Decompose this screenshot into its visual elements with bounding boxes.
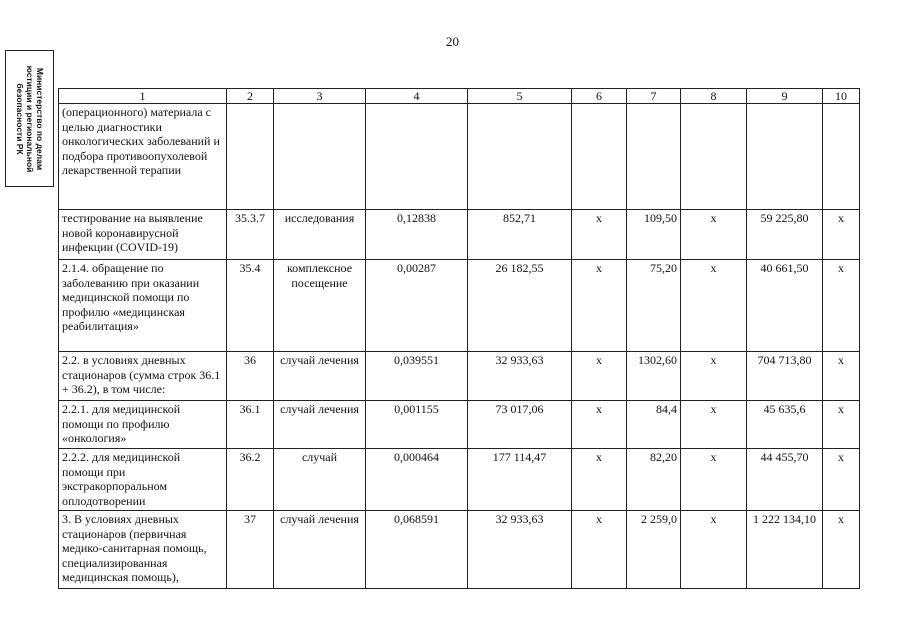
value-cell: х: [681, 260, 747, 352]
value-cell: [823, 104, 860, 210]
value-cell: 40 661,50: [747, 260, 823, 352]
row-code-cell: 36.1: [227, 401, 274, 449]
value-cell: х: [572, 511, 627, 589]
row-code-cell: [227, 104, 274, 210]
header-cell: 5: [468, 89, 572, 104]
header-cell: 10: [823, 89, 860, 104]
unit-cell: случай лечения: [274, 401, 366, 449]
value-cell: 32 933,63: [468, 511, 572, 589]
row-name-cell: 2.2.2. для медицинской помощи при экстракорпоральном оплодотворении: [59, 449, 227, 511]
value-cell: 59 225,80: [747, 210, 823, 260]
value-cell: 44 455,70: [747, 449, 823, 511]
value-cell: 75,20: [627, 260, 681, 352]
table-row: [59, 401, 860, 449]
unit-cell: исследования: [274, 210, 366, 260]
value-cell: х: [572, 210, 627, 260]
header-cell: 4: [366, 89, 468, 104]
value-cell: х: [823, 511, 860, 589]
value-cell: х: [823, 449, 860, 511]
unit-cell: [274, 104, 366, 210]
value-cell: х: [681, 210, 747, 260]
value-cell: 1 222 134,10: [747, 511, 823, 589]
row-code-cell: 35.4: [227, 260, 274, 352]
value-cell: х: [572, 260, 627, 352]
table-row: [59, 352, 860, 401]
row-code-cell: 37: [227, 511, 274, 589]
value-cell: 109,50: [627, 210, 681, 260]
table-row: [59, 104, 860, 210]
value-cell: х: [572, 352, 627, 401]
value-cell: х: [681, 511, 747, 589]
value-cell: 704 713,80: [747, 352, 823, 401]
page-number: 20: [446, 34, 459, 49]
row-name-cell: (операционного) материала с целью диагностики онкологических заболеваний и подбора противоопухолевой лекарственной терапии: [59, 104, 227, 210]
header-cell: 6: [572, 89, 627, 104]
value-cell: х: [681, 449, 747, 511]
stamp-text: Министерство по делам юстиции и региональной безопасности РК: [14, 65, 45, 172]
value-cell: х: [823, 210, 860, 260]
data-table: [58, 88, 860, 589]
header-cell: 2: [227, 89, 274, 104]
value-cell: х: [823, 260, 860, 352]
value-cell: [468, 104, 572, 210]
value-cell: х: [823, 352, 860, 401]
value-cell: 84,4: [627, 401, 681, 449]
value-cell: 0,000464: [366, 449, 468, 511]
value-cell: 0,00287: [366, 260, 468, 352]
row-code-cell: 35.3.7: [227, 210, 274, 260]
value-cell: 0,12838: [366, 210, 468, 260]
table-row: [59, 511, 860, 589]
header-cell: 3: [274, 89, 366, 104]
row-code-cell: 36.2: [227, 449, 274, 511]
table-row: [59, 449, 860, 511]
value-cell: 1302,60: [627, 352, 681, 401]
value-cell: 2 259,0: [627, 511, 681, 589]
value-cell: 32 933,63: [468, 352, 572, 401]
table-row: [59, 260, 860, 352]
value-cell: х: [681, 352, 747, 401]
registration-stamp: [5, 50, 54, 187]
value-cell: [681, 104, 747, 210]
value-cell: х: [572, 401, 627, 449]
row-name-cell: 3. В условиях дневных стационаров (первичная медико-санитарная помощь, специализированная медицинская помощь),: [59, 511, 227, 589]
value-cell: [366, 104, 468, 210]
value-cell: [627, 104, 681, 210]
value-cell: 45 635,6: [747, 401, 823, 449]
value-cell: 26 182,55: [468, 260, 572, 352]
value-cell: 0,001155: [366, 401, 468, 449]
header-cell: 7: [627, 89, 681, 104]
row-code-cell: 36: [227, 352, 274, 401]
value-cell: [747, 104, 823, 210]
unit-cell: случай лечения: [274, 511, 366, 589]
value-cell: 0,039551: [366, 352, 468, 401]
value-cell: х: [572, 449, 627, 511]
unit-cell: комплексное посещение: [274, 260, 366, 352]
table-row: [59, 210, 860, 260]
unit-cell: случай: [274, 449, 366, 511]
row-name-cell: 2.2.1. для медицинской помощи по профилю «онкология»: [59, 401, 227, 449]
unit-cell: случай лечения: [274, 352, 366, 401]
row-name-cell: 2.2. в условиях дневных стационаров (сумма строк 36.1 + 36.2), в том числе:: [59, 352, 227, 401]
value-cell: х: [823, 401, 860, 449]
value-cell: 82,20: [627, 449, 681, 511]
value-cell: [572, 104, 627, 210]
value-cell: 177 114,47: [468, 449, 572, 511]
value-cell: х: [681, 401, 747, 449]
value-cell: 73 017,06: [468, 401, 572, 449]
header-cell: 9: [747, 89, 823, 104]
value-cell: 0,068591: [366, 511, 468, 589]
header-cell: 8: [681, 89, 747, 104]
table-header-row: [59, 89, 860, 104]
header-cell: 1: [59, 89, 227, 104]
row-name-cell: тестирование на выявление новой коронавирусной инфекции (COVID-19): [59, 210, 227, 260]
row-name-cell: 2.1.4. обращение по заболеванию при оказании медицинской помощи по профилю «медицинская реабилитация»: [59, 260, 227, 352]
value-cell: 852,71: [468, 210, 572, 260]
